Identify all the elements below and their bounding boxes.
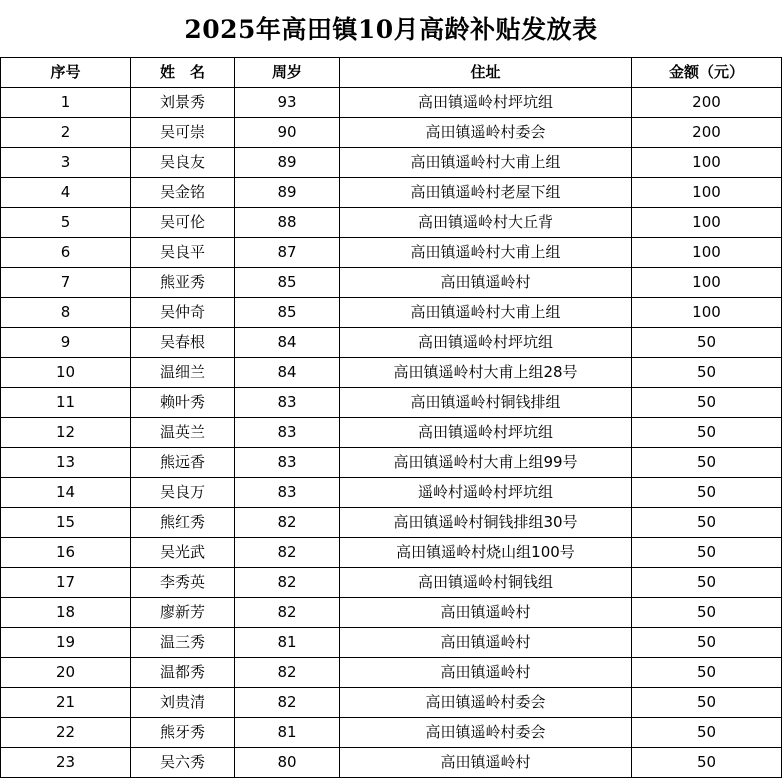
- cell-age: 89: [235, 148, 340, 178]
- cell-address: 高田镇遥岭村: [340, 628, 632, 658]
- table-row: [1, 598, 782, 628]
- cell-name: 刘贵清: [131, 688, 235, 718]
- cell-address: 高田镇遥岭村: [340, 268, 632, 298]
- cell-index: 18: [1, 598, 131, 628]
- table-row: [1, 358, 782, 388]
- cell-age: 85: [235, 268, 340, 298]
- cell-age: 82: [235, 688, 340, 718]
- cell-address: 高田镇遥岭村委会: [340, 718, 632, 748]
- cell-name: 吴可崇: [131, 118, 235, 148]
- cell-name: 吴良万: [131, 478, 235, 508]
- cell-index: 7: [1, 268, 131, 298]
- cell-amount: 50: [632, 598, 782, 628]
- table-row: [1, 88, 782, 118]
- cell-name: 吴春根: [131, 328, 235, 358]
- cell-amount: 50: [632, 508, 782, 538]
- cell-address: 遥岭村遥岭村坪坑组: [340, 478, 632, 508]
- header-index: 序号: [1, 58, 131, 88]
- cell-age: 88: [235, 208, 340, 238]
- cell-amount: 50: [632, 328, 782, 358]
- cell-address: 高田镇遥岭村坪坑组: [340, 418, 632, 448]
- cell-name: 吴仲奇: [131, 298, 235, 328]
- cell-name: 熊红秀: [131, 508, 235, 538]
- cell-name: 温细兰: [131, 358, 235, 388]
- cell-index: 1: [1, 88, 131, 118]
- cell-address: 高田镇遥岭村老屋下组: [340, 178, 632, 208]
- cell-name: 赖叶秀: [131, 388, 235, 418]
- table-row: [1, 388, 782, 418]
- cell-amount: 200: [632, 118, 782, 148]
- cell-age: 82: [235, 658, 340, 688]
- cell-name: 吴可伦: [131, 208, 235, 238]
- table-header-row: [1, 58, 782, 88]
- cell-index: 21: [1, 688, 131, 718]
- cell-address: 高田镇遥岭村: [340, 748, 632, 778]
- cell-name: 吴良友: [131, 148, 235, 178]
- cell-index: 4: [1, 178, 131, 208]
- table-row: [1, 148, 782, 178]
- cell-address: 高田镇遥岭村大甫上组: [340, 298, 632, 328]
- cell-address: 高田镇遥岭村大甫上组: [340, 238, 632, 268]
- cell-name: 吴光武: [131, 538, 235, 568]
- subsidy-table: [0, 57, 782, 778]
- cell-age: 84: [235, 358, 340, 388]
- cell-age: 83: [235, 388, 340, 418]
- cell-name: 李秀英: [131, 568, 235, 598]
- header-name: 姓 名: [131, 58, 235, 88]
- cell-amount: 50: [632, 448, 782, 478]
- table-row: [1, 718, 782, 748]
- cell-index: 22: [1, 718, 131, 748]
- cell-name: 温英兰: [131, 418, 235, 448]
- cell-address: 高田镇遥岭村铜钱排组30号: [340, 508, 632, 538]
- cell-amount: 50: [632, 538, 782, 568]
- table-row: [1, 448, 782, 478]
- cell-address: 高田镇遥岭村坪坑组: [340, 88, 632, 118]
- cell-age: 90: [235, 118, 340, 148]
- cell-age: 85: [235, 298, 340, 328]
- cell-index: 10: [1, 358, 131, 388]
- cell-age: 93: [235, 88, 340, 118]
- cell-age: 80: [235, 748, 340, 778]
- cell-age: 83: [235, 418, 340, 448]
- cell-address: 高田镇遥岭村委会: [340, 688, 632, 718]
- cell-age: 83: [235, 478, 340, 508]
- table-row: [1, 418, 782, 448]
- table-row: [1, 688, 782, 718]
- cell-address: 高田镇遥岭村: [340, 658, 632, 688]
- table-row: [1, 328, 782, 358]
- cell-age: 82: [235, 508, 340, 538]
- cell-name: 廖新芳: [131, 598, 235, 628]
- cell-amount: 100: [632, 238, 782, 268]
- cell-name: 温都秀: [131, 658, 235, 688]
- table-row: [1, 118, 782, 148]
- cell-index: 3: [1, 148, 131, 178]
- cell-address: 高田镇遥岭村烧山组100号: [340, 538, 632, 568]
- cell-age: 81: [235, 718, 340, 748]
- table-row: [1, 208, 782, 238]
- cell-age: 82: [235, 538, 340, 568]
- cell-index: 8: [1, 298, 131, 328]
- cell-name: 吴六秀: [131, 748, 235, 778]
- cell-name: 吴金铭: [131, 178, 235, 208]
- cell-index: 17: [1, 568, 131, 598]
- cell-index: 15: [1, 508, 131, 538]
- cell-amount: 100: [632, 178, 782, 208]
- cell-amount: 50: [632, 748, 782, 778]
- cell-name: 熊牙秀: [131, 718, 235, 748]
- cell-index: 14: [1, 478, 131, 508]
- cell-address: 高田镇遥岭村铜钱组: [340, 568, 632, 598]
- cell-index: 2: [1, 118, 131, 148]
- cell-age: 81: [235, 628, 340, 658]
- cell-name: 刘景秀: [131, 88, 235, 118]
- cell-index: 12: [1, 418, 131, 448]
- table-row: [1, 658, 782, 688]
- cell-address: 高田镇遥岭村大甫上组: [340, 148, 632, 178]
- cell-index: 16: [1, 538, 131, 568]
- cell-address: 高田镇遥岭村大丘背: [340, 208, 632, 238]
- cell-index: 6: [1, 238, 131, 268]
- cell-amount: 50: [632, 388, 782, 418]
- header-amount: 金额（元）: [632, 58, 782, 88]
- table-body: [1, 88, 782, 778]
- cell-address: 高田镇遥岭村: [340, 598, 632, 628]
- header-age: 周岁: [235, 58, 340, 88]
- header-address: 住址: [340, 58, 632, 88]
- cell-amount: 50: [632, 688, 782, 718]
- table-row: [1, 238, 782, 268]
- table-row: [1, 298, 782, 328]
- cell-index: 11: [1, 388, 131, 418]
- cell-name: 熊远香: [131, 448, 235, 478]
- cell-index: 9: [1, 328, 131, 358]
- table-row: [1, 268, 782, 298]
- table-row: [1, 568, 782, 598]
- cell-age: 87: [235, 238, 340, 268]
- table-row: [1, 178, 782, 208]
- cell-amount: 200: [632, 88, 782, 118]
- cell-amount: 100: [632, 298, 782, 328]
- cell-amount: 50: [632, 628, 782, 658]
- table-row: [1, 628, 782, 658]
- cell-name: 熊亚秀: [131, 268, 235, 298]
- table-row: [1, 478, 782, 508]
- cell-index: 19: [1, 628, 131, 658]
- cell-age: 84: [235, 328, 340, 358]
- cell-amount: 100: [632, 148, 782, 178]
- cell-address: 高田镇遥岭村委会: [340, 118, 632, 148]
- cell-amount: 50: [632, 718, 782, 748]
- cell-amount: 100: [632, 208, 782, 238]
- cell-age: 83: [235, 448, 340, 478]
- table-row: [1, 748, 782, 778]
- cell-index: 20: [1, 658, 131, 688]
- cell-amount: 50: [632, 418, 782, 448]
- table-row: [1, 508, 782, 538]
- document-title: 2025年高田镇10月高龄补贴发放表: [184, 15, 598, 44]
- cell-amount: 50: [632, 358, 782, 388]
- cell-name: 温三秀: [131, 628, 235, 658]
- cell-age: 82: [235, 568, 340, 598]
- cell-address: 高田镇遥岭村大甫上组28号: [340, 358, 632, 388]
- cell-address: 高田镇遥岭村铜钱排组: [340, 388, 632, 418]
- cell-amount: 50: [632, 568, 782, 598]
- cell-index: 5: [1, 208, 131, 238]
- cell-amount: 50: [632, 478, 782, 508]
- table-row: [1, 538, 782, 568]
- cell-index: 13: [1, 448, 131, 478]
- cell-address: 高田镇遥岭村坪坑组: [340, 328, 632, 358]
- cell-amount: 50: [632, 658, 782, 688]
- cell-address: 高田镇遥岭村大甫上组99号: [340, 448, 632, 478]
- cell-index: 23: [1, 748, 131, 778]
- cell-age: 82: [235, 598, 340, 628]
- cell-amount: 100: [632, 268, 782, 298]
- cell-age: 89: [235, 178, 340, 208]
- cell-name: 吴良平: [131, 238, 235, 268]
